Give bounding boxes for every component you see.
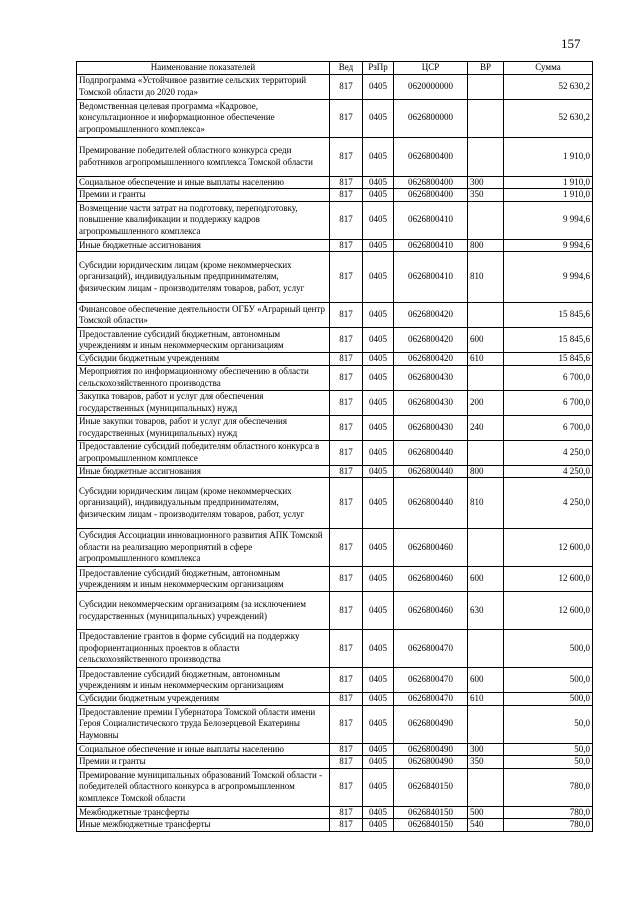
cell-csr: 0626800460 — [394, 529, 468, 567]
cell-name: Субсидии бюджетным учреждениям — [77, 693, 330, 706]
cell-name: Иные закупки товаров, работ и услуг для обеспечения государственных (муниципальных) нужд — [77, 415, 330, 440]
cell-vr — [468, 99, 504, 137]
table-row — [77, 176, 593, 189]
cell-ved: 817 — [330, 567, 363, 592]
cell-rzpr: 0405 — [363, 137, 394, 176]
cell-rzpr: 0405 — [363, 768, 394, 806]
cell-csr: 0626800470 — [394, 630, 468, 668]
cell-ved: 817 — [330, 465, 363, 478]
cell-name: Иные межбюджетные трансферты — [77, 819, 330, 832]
cell-sum: 15 845,6 — [504, 328, 593, 353]
table-row — [77, 74, 593, 99]
cell-name: Премии и гранты — [77, 189, 330, 202]
cell-sum: 9 994,6 — [504, 239, 593, 252]
cell-ved: 817 — [330, 353, 363, 366]
cell-csr: 0626800400 — [394, 137, 468, 176]
cell-name: Предоставление грантов в форме субсидий на поддержку профориентационных проектов в области сельскохозяйственного производства — [77, 630, 330, 668]
header-ved: Вед — [330, 62, 363, 75]
cell-csr: 0620000000 — [394, 74, 468, 99]
table-header-row — [77, 62, 593, 75]
cell-sum: 9 994,6 — [504, 252, 593, 303]
cell-name: Финансовое обеспечение деятельности ОГБУ «Аграрный центр Томской области» — [77, 303, 330, 328]
table-row — [77, 137, 593, 176]
cell-vr — [468, 365, 504, 390]
cell-ved: 817 — [330, 478, 363, 529]
cell-vr: 200 — [468, 390, 504, 415]
table-row — [77, 478, 593, 529]
cell-sum: 500,0 — [504, 693, 593, 706]
cell-name: Мероприятия по информационному обеспечению в области сельскохозяйственного производства — [77, 365, 330, 390]
cell-csr: 0626800470 — [394, 668, 468, 693]
table-row — [77, 465, 593, 478]
table-row — [77, 806, 593, 819]
cell-sum: 4 250,0 — [504, 465, 593, 478]
cell-csr: 0626840150 — [394, 806, 468, 819]
table-row — [77, 819, 593, 832]
cell-csr: 0626800400 — [394, 176, 468, 189]
cell-csr: 0626800410 — [394, 252, 468, 303]
table-row — [77, 252, 593, 303]
cell-rzpr: 0405 — [363, 440, 394, 465]
cell-ved: 817 — [330, 529, 363, 567]
cell-ved: 817 — [330, 99, 363, 137]
cell-rzpr: 0405 — [363, 819, 394, 832]
cell-sum: 4 250,0 — [504, 440, 593, 465]
cell-ved: 817 — [330, 693, 363, 706]
cell-ved: 817 — [330, 239, 363, 252]
table-row — [77, 415, 593, 440]
cell-rzpr: 0405 — [363, 328, 394, 353]
cell-ved: 817 — [330, 705, 363, 743]
cell-vr: 350 — [468, 189, 504, 202]
cell-ved: 817 — [330, 440, 363, 465]
cell-ved: 817 — [330, 768, 363, 806]
cell-sum: 1 910,0 — [504, 137, 593, 176]
cell-name: Предоставление субсидий победителям областного конкурса в агропромышленном комплексе — [77, 440, 330, 465]
cell-vr: 600 — [468, 567, 504, 592]
header-sum: Сумма — [504, 62, 593, 75]
cell-csr: 0626800430 — [394, 415, 468, 440]
cell-vr: 300 — [468, 743, 504, 756]
page-number: 157 — [561, 36, 581, 51]
cell-sum: 52 630,2 — [504, 74, 593, 99]
cell-name: Предоставление субсидий бюджетным, автономным учреждениям и иным некоммерческим организациям — [77, 567, 330, 592]
cell-rzpr: 0405 — [363, 176, 394, 189]
table-row — [77, 743, 593, 756]
table-row — [77, 668, 593, 693]
cell-rzpr: 0405 — [363, 806, 394, 819]
cell-vr: 800 — [468, 465, 504, 478]
table-row — [77, 756, 593, 769]
cell-name: Подпрограмма «Устойчивое развитие сельских территорий Томской области до 2020 года» — [77, 74, 330, 99]
cell-sum: 500,0 — [504, 630, 593, 668]
cell-ved: 817 — [330, 189, 363, 202]
header-name: Наименование показателей — [77, 62, 330, 75]
cell-vr — [468, 201, 504, 239]
cell-sum: 780,0 — [504, 806, 593, 819]
table-row — [77, 529, 593, 567]
table-row — [77, 239, 593, 252]
cell-name: Премирование муниципальных образований Томской области - победителей областного конкурса в агропромышленном комплексе Томской области — [77, 768, 330, 806]
cell-ved: 817 — [330, 328, 363, 353]
header-rzpr: РзПр — [363, 62, 394, 75]
cell-rzpr: 0405 — [363, 529, 394, 567]
cell-csr: 0626800000 — [394, 99, 468, 137]
cell-ved: 817 — [330, 303, 363, 328]
header-csr: ЦСР — [394, 62, 468, 75]
cell-ved: 817 — [330, 74, 363, 99]
cell-rzpr: 0405 — [363, 189, 394, 202]
cell-csr: 0626800400 — [394, 189, 468, 202]
cell-rzpr: 0405 — [363, 99, 394, 137]
cell-rzpr: 0405 — [363, 465, 394, 478]
cell-sum: 6 700,0 — [504, 365, 593, 390]
cell-name: Предоставление премии Губернатора Томской области имени Героя Социалистического труда Белозерцевой Екатерины Наумовны — [77, 705, 330, 743]
table-row — [77, 353, 593, 366]
cell-vr: 350 — [468, 756, 504, 769]
cell-vr: 810 — [468, 478, 504, 529]
cell-sum: 500,0 — [504, 668, 593, 693]
cell-sum: 780,0 — [504, 768, 593, 806]
cell-rzpr: 0405 — [363, 252, 394, 303]
cell-rzpr: 0405 — [363, 592, 394, 630]
table-row — [77, 592, 593, 630]
cell-vr: 630 — [468, 592, 504, 630]
cell-name: Межбюджетные трансферты — [77, 806, 330, 819]
cell-name: Субсидия Ассоциации инновационного развития АПК Томской области на реализацию мероприятий в сфере агропромышленного комплекса — [77, 529, 330, 567]
cell-vr — [468, 768, 504, 806]
cell-sum: 12 600,0 — [504, 592, 593, 630]
cell-vr — [468, 303, 504, 328]
cell-vr: 810 — [468, 252, 504, 303]
cell-rzpr: 0405 — [363, 201, 394, 239]
cell-ved: 817 — [330, 806, 363, 819]
cell-rzpr: 0405 — [363, 693, 394, 706]
cell-csr: 0626800490 — [394, 743, 468, 756]
table-row — [77, 328, 593, 353]
cell-rzpr: 0405 — [363, 705, 394, 743]
cell-csr: 0626800440 — [394, 440, 468, 465]
cell-vr — [468, 529, 504, 567]
table-row — [77, 365, 593, 390]
cell-ved: 817 — [330, 630, 363, 668]
cell-csr: 0626800420 — [394, 353, 468, 366]
cell-vr: 300 — [468, 176, 504, 189]
cell-csr: 0626800490 — [394, 705, 468, 743]
cell-ved: 817 — [330, 201, 363, 239]
cell-ved: 817 — [330, 415, 363, 440]
budget-table — [76, 61, 593, 832]
cell-name: Предоставление субсидий бюджетным, автономным учреждениям и иным некоммерческим организациям — [77, 668, 330, 693]
cell-vr: 600 — [468, 668, 504, 693]
cell-vr: 610 — [468, 353, 504, 366]
cell-rzpr: 0405 — [363, 756, 394, 769]
cell-csr: 0626800430 — [394, 365, 468, 390]
cell-name: Субсидии бюджетным учреждениям — [77, 353, 330, 366]
cell-name: Возмещение части затрат на подготовку, переподготовку, повышение квалификации и поддержку кадров агропромышленного комплекса — [77, 201, 330, 239]
cell-ved: 817 — [330, 137, 363, 176]
cell-vr: 500 — [468, 806, 504, 819]
cell-sum: 50,0 — [504, 756, 593, 769]
table-row — [77, 567, 593, 592]
cell-rzpr: 0405 — [363, 74, 394, 99]
cell-vr — [468, 630, 504, 668]
cell-csr: 0626800430 — [394, 390, 468, 415]
cell-name: Закупка товаров, работ и услуг для обеспечения государственных (муниципальных) нужд — [77, 390, 330, 415]
cell-vr: 610 — [468, 693, 504, 706]
cell-vr — [468, 440, 504, 465]
cell-csr: 0626800420 — [394, 328, 468, 353]
cell-sum: 1 910,0 — [504, 176, 593, 189]
cell-name: Премирование победителей областного конкурса среди работников агропромышленного комплекса Томской области — [77, 137, 330, 176]
cell-rzpr: 0405 — [363, 303, 394, 328]
table-row — [77, 189, 593, 202]
cell-name: Иные бюджетные ассигнования — [77, 239, 330, 252]
cell-vr — [468, 705, 504, 743]
cell-name: Предоставление субсидий бюджетным, автономным учреждениям и иным некоммерческим организациям — [77, 328, 330, 353]
cell-vr: 240 — [468, 415, 504, 440]
cell-sum: 6 700,0 — [504, 390, 593, 415]
cell-name: Премии и гранты — [77, 756, 330, 769]
table-row — [77, 99, 593, 137]
cell-name: Социальное обеспечение и иные выплаты населению — [77, 176, 330, 189]
cell-ved: 817 — [330, 668, 363, 693]
cell-sum: 6 700,0 — [504, 415, 593, 440]
cell-csr: 0626800410 — [394, 239, 468, 252]
table-row — [77, 705, 593, 743]
cell-csr: 0626840150 — [394, 819, 468, 832]
cell-sum: 15 845,6 — [504, 353, 593, 366]
cell-rzpr: 0405 — [363, 365, 394, 390]
cell-csr: 0626800460 — [394, 592, 468, 630]
cell-sum: 50,0 — [504, 705, 593, 743]
cell-csr: 0626800470 — [394, 693, 468, 706]
table-row — [77, 390, 593, 415]
cell-name: Ведомственная целевая программа «Кадровое, консультационное и информационное обеспечение агропромышленного комплекса» — [77, 99, 330, 137]
cell-sum: 9 994,6 — [504, 201, 593, 239]
cell-csr: 0626800440 — [394, 478, 468, 529]
header-vr: ВР — [468, 62, 504, 75]
cell-rzpr: 0405 — [363, 478, 394, 529]
cell-rzpr: 0405 — [363, 390, 394, 415]
table-row — [77, 630, 593, 668]
cell-csr: 0626800410 — [394, 201, 468, 239]
cell-csr: 0626800440 — [394, 465, 468, 478]
cell-name: Иные бюджетные ассигнования — [77, 465, 330, 478]
cell-name: Субсидии юридическим лицам (кроме некоммерческих организаций), индивидуальным предпринимателям, физическим лицам - производителям товаров, работ, услуг — [77, 478, 330, 529]
cell-sum: 50,0 — [504, 743, 593, 756]
cell-csr: 0626800420 — [394, 303, 468, 328]
cell-rzpr: 0405 — [363, 668, 394, 693]
table-row — [77, 768, 593, 806]
cell-sum: 12 600,0 — [504, 529, 593, 567]
cell-ved: 817 — [330, 592, 363, 630]
table-row — [77, 440, 593, 465]
cell-ved: 817 — [330, 176, 363, 189]
cell-vr: 800 — [468, 239, 504, 252]
cell-sum: 15 845,6 — [504, 303, 593, 328]
cell-ved: 817 — [330, 390, 363, 415]
cell-sum: 12 600,0 — [504, 567, 593, 592]
cell-name: Субсидии юридическим лицам (кроме некоммерческих организаций), индивидуальным предпринимателям, физическим лицам - производителям товаров, работ, услуг — [77, 252, 330, 303]
table-row — [77, 201, 593, 239]
cell-vr — [468, 74, 504, 99]
cell-vr: 540 — [468, 819, 504, 832]
cell-ved: 817 — [330, 756, 363, 769]
cell-vr — [468, 137, 504, 176]
cell-sum: 4 250,0 — [504, 478, 593, 529]
cell-ved: 817 — [330, 252, 363, 303]
table-row — [77, 693, 593, 706]
cell-csr: 0626840150 — [394, 768, 468, 806]
cell-rzpr: 0405 — [363, 630, 394, 668]
cell-ved: 817 — [330, 819, 363, 832]
cell-ved: 817 — [330, 743, 363, 756]
cell-name: Социальное обеспечение и иные выплаты населению — [77, 743, 330, 756]
cell-rzpr: 0405 — [363, 415, 394, 440]
cell-name: Субсидии некоммерческим организациям (за исключением государственных (муниципальных) учреждений) — [77, 592, 330, 630]
cell-sum: 52 630,2 — [504, 99, 593, 137]
cell-csr: 0626800490 — [394, 756, 468, 769]
cell-rzpr: 0405 — [363, 743, 394, 756]
cell-sum: 780,0 — [504, 819, 593, 832]
cell-rzpr: 0405 — [363, 353, 394, 366]
table-row — [77, 303, 593, 328]
cell-sum: 1 910,0 — [504, 189, 593, 202]
cell-csr: 0626800460 — [394, 567, 468, 592]
cell-rzpr: 0405 — [363, 567, 394, 592]
cell-vr: 600 — [468, 328, 504, 353]
cell-rzpr: 0405 — [363, 239, 394, 252]
cell-ved: 817 — [330, 365, 363, 390]
